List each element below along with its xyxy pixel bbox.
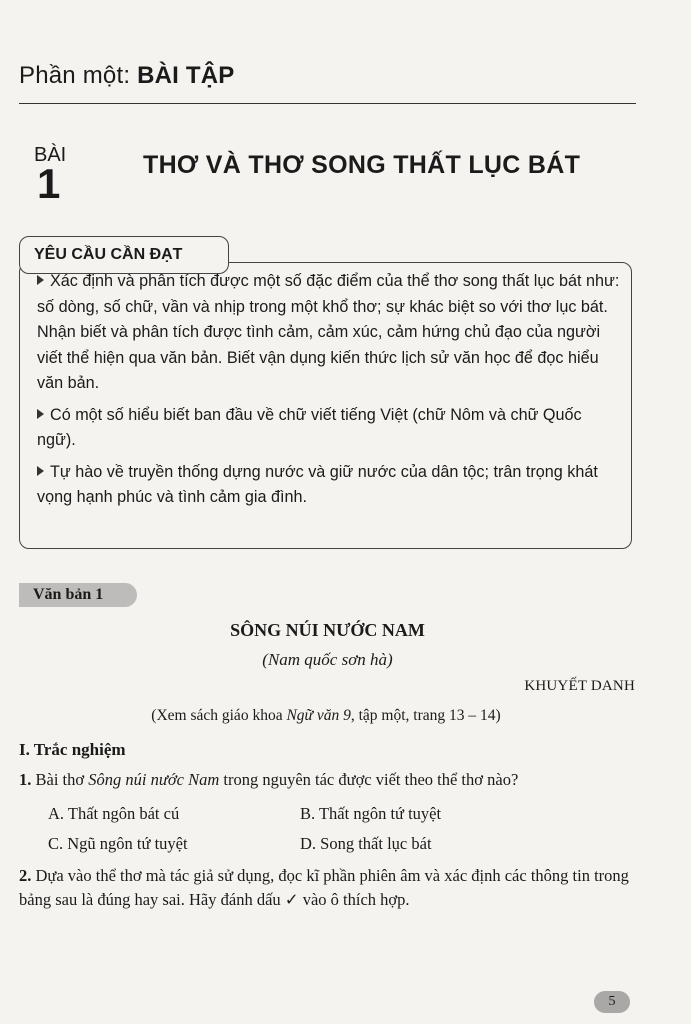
option-d[interactable]: D. Song thất lục bát	[300, 834, 432, 853]
triangle-bullet-icon	[37, 466, 44, 476]
triangle-bullet-icon	[37, 409, 44, 419]
checkmark-icon: ✓	[284, 890, 299, 909]
textbook-reference: (Xem sách giáo khoa Ngữ văn 9, tập một, trang 13 – 14)	[151, 707, 501, 724]
page-number: 5	[594, 991, 630, 1013]
part-title: BÀI TẬP	[137, 62, 235, 89]
poem-subtitle: (Nam quốc sơn hà)	[262, 650, 393, 669]
part-heading	[19, 62, 234, 90]
option-a[interactable]: A. Thất ngôn bát cú	[48, 804, 180, 823]
triangle-bullet-icon	[37, 275, 44, 285]
requirements-heading: YÊU CẦU CẦN ĐẠT	[19, 236, 229, 274]
question-2: 2. Dựa vào thể thơ mà tác giả sử dụng, đọc kĩ phần phiên âm và xác định các thông tin trong bảng sau là đúng hay sai. Hãy đánh dấu ✓ vào ô thích hợp.	[19, 866, 629, 909]
requirement-item: Tự hào về truyền thống dựng nước và giữ nước của dân tộc; trân trọng khát vọng hạnh phúc và tình cảm gia đình.	[37, 462, 598, 506]
poem-author: KHUYẾT DANH	[524, 678, 635, 694]
lesson-number: 1	[37, 160, 61, 207]
heading-divider	[19, 103, 636, 104]
part-prefix: Phần một:	[19, 62, 138, 89]
lesson-word: BÀI	[34, 144, 67, 166]
section-heading: I. Trắc nghiệm	[19, 740, 126, 759]
poem-title: SÔNG NÚI NƯỚC NAM	[230, 620, 425, 640]
option-b[interactable]: B. Thất ngôn tứ tuyệt	[300, 804, 442, 823]
question-1: 1. Bài thơ Sông núi nước Nam trong nguyên tác được viết theo thể thơ nào?	[19, 770, 519, 789]
requirement-item: Xác định và phân tích được một số đặc điểm của thể thơ song thất lục bát như: số dòng, số chữ, vần và nhịp trong một khổ thơ; sự khác biệt so với thơ lục bát. Nhận biết và phân tích được tình cảm, cảm xúc, cảm hứng chủ đạo của người viết thể hiện qua văn bản. Biết vận dụng kiến thức lịch sử văn học để đọc hiểu văn bản.	[37, 272, 620, 392]
lesson-title: THƠ VÀ THƠ SONG THẤT LỤC BÁT	[143, 151, 581, 179]
text-label: Văn bản 1	[19, 583, 137, 607]
requirement-item: Có một số hiểu biết ban đầu về chữ viết tiếng Việt (chữ Nôm và chữ Quốc ngữ).	[37, 405, 582, 449]
option-c[interactable]: C. Ngũ ngôn tứ tuyệt	[48, 834, 188, 853]
requirements-list	[37, 269, 624, 517]
